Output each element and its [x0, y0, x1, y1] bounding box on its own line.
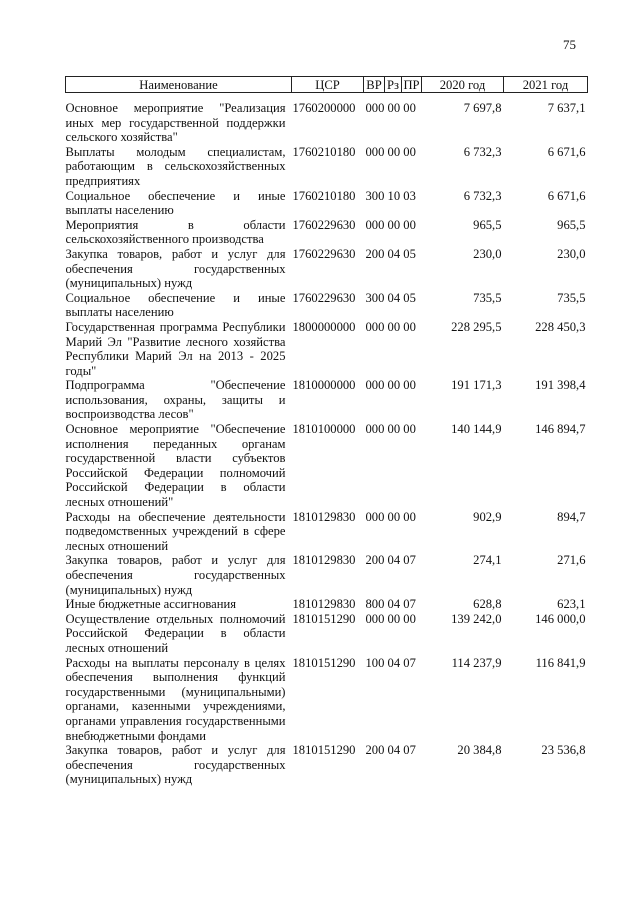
row-amount-2021: 965,5	[557, 217, 586, 232]
table-row	[66, 422, 588, 510]
row-amount-2020: 7 697,8	[463, 101, 502, 115]
row-amount-2020: 735,5	[473, 290, 502, 305]
table-row	[66, 218, 588, 247]
table-row	[66, 510, 588, 554]
row-amount-2021: 230,0	[557, 246, 586, 261]
row-csr: 1760229630	[292, 246, 356, 261]
row-amount-2021: 228 450,3	[535, 319, 586, 334]
row-codes: 000 00 00	[365, 319, 416, 334]
header-pr: ПР	[403, 77, 420, 92]
row-csr: 1760210180	[292, 188, 356, 203]
row-amount-2021: 191 398,4	[535, 378, 586, 393]
table-row	[66, 612, 588, 656]
row-name: Закупка товаров, работ и услуг для обеспечения государственных (муниципальных) нужд	[65, 743, 286, 787]
row-amount-2021: 23 536,8	[541, 743, 586, 758]
row-amount-2020: 902,9	[473, 509, 502, 524]
row-amount-2020: 230,0	[473, 246, 502, 261]
table-row	[66, 656, 588, 744]
row-name: Закупка товаров, работ и услуг для обеспечения государственных (муниципальных) нужд	[65, 246, 286, 291]
table-body	[66, 93, 588, 787]
row-amount-2021: 146 894,7	[535, 422, 586, 437]
row-csr: 1810100000	[292, 422, 356, 437]
row-name: Социальное обеспечение и иные выплаты населению	[65, 290, 286, 320]
row-amount-2021: 116 841,9	[535, 655, 586, 670]
row-amount-2021: 146 000,0	[535, 611, 586, 626]
row-amount-2020: 965,5	[473, 217, 502, 232]
row-codes: 000 00 00	[365, 422, 416, 437]
table-row	[66, 247, 588, 291]
row-csr: 1800000000	[292, 319, 356, 334]
row-name: Социальное обеспечение и иные выплаты населению	[65, 188, 286, 218]
table-row	[66, 597, 588, 612]
row-codes: 300 10 03	[365, 188, 416, 203]
row-csr: 1760210180	[292, 144, 356, 159]
row-name: Основное мероприятие "Обеспечение исполнения переданных органам государственной власти субъектов Российской Федерации полномочий Российской Федерации в области лесных отношений"	[65, 422, 286, 510]
row-amount-2020: 6 732,3	[463, 144, 502, 159]
row-amount-2020: 274,1	[473, 553, 502, 568]
row-csr: 1810151290	[292, 743, 356, 758]
row-name: Расходы на выплаты персоналу в целях обеспечения выполнения функций государственными (муниципальными) органами, казенными учреждениями, органами управления государственными внебюджетными фондами	[65, 655, 286, 743]
row-name: Основное мероприятие "Реализация иных мер государственной поддержки сельского хозяйства"	[65, 101, 286, 145]
row-csr: 1810129830	[292, 509, 356, 524]
table-row	[66, 145, 588, 189]
table-row	[66, 320, 588, 378]
row-amount-2020: 140 144,9	[451, 422, 502, 437]
table-row	[66, 743, 588, 787]
row-amount-2020: 191 171,3	[451, 378, 502, 393]
row-amount-2020: 628,8	[473, 597, 502, 612]
row-csr: 1760229630	[292, 290, 356, 305]
row-amount-2021: 623,1	[557, 597, 586, 612]
row-name: Мероприятия в области сельскохозяйственного производства	[65, 217, 286, 247]
row-amount-2021: 894,7	[557, 509, 586, 524]
row-amount-2020: 139 242,0	[451, 611, 502, 626]
table-header-row	[66, 77, 588, 93]
row-codes: 000 00 00	[365, 509, 416, 524]
row-codes: 100 04 07	[365, 655, 416, 670]
row-amount-2021: 6 671,6	[547, 144, 586, 159]
row-codes: 000 00 00	[365, 144, 416, 159]
header-vr: ВР	[364, 77, 385, 93]
row-csr: 1810000000	[292, 378, 356, 393]
row-csr: 1810129830	[292, 597, 356, 612]
row-codes: 000 00 00	[365, 217, 416, 232]
table-row	[66, 553, 588, 597]
table-row	[66, 378, 588, 422]
table-row	[66, 93, 588, 145]
page-number: 75	[563, 37, 576, 52]
row-name: Закупка товаров, работ и услуг для обеспечения государственных (муниципальных) нужд	[65, 553, 286, 597]
row-csr: 1810129830	[292, 553, 356, 568]
row-amount-2021: 6 671,6	[547, 188, 586, 203]
table-row	[66, 189, 588, 218]
header-2021: 2021 год	[504, 77, 588, 93]
row-amount-2021: 7 637,1	[547, 101, 586, 115]
row-codes: 000 00 00	[365, 378, 416, 393]
row-csr: 1760200000	[292, 101, 356, 115]
row-name: Иные бюджетные ассигнования	[65, 597, 237, 612]
row-codes: 000 00 00	[365, 101, 416, 115]
row-codes: 800 04 07	[365, 597, 416, 612]
row-codes: 200 04 07	[365, 743, 416, 758]
row-amount-2020: 228 295,5	[451, 319, 502, 334]
row-name: Выплаты молодым специалистам, работающим в сельскохозяйственных предприятиях	[65, 144, 286, 188]
header-rz: Рз	[385, 77, 402, 93]
row-name: Подпрограмма "Обеспечение использования, охраны, защиты и воспроизводства лесов"	[65, 378, 286, 422]
row-csr: 1760229630	[292, 217, 356, 232]
row-csr: 1810151290	[292, 611, 356, 626]
row-codes: 200 04 07	[365, 553, 416, 568]
table-row	[66, 291, 588, 320]
row-amount-2020: 114 237,9	[451, 655, 502, 670]
header-csr: ЦСР	[292, 77, 364, 93]
row-amount-2020: 6 732,3	[463, 188, 502, 203]
row-name: Расходы на обеспечение деятельности подведомственных учреждений в сфере лесных отношений	[65, 509, 286, 553]
row-csr: 1810151290	[292, 655, 356, 670]
row-amount-2021: 271,6	[557, 553, 586, 568]
row-name: Государственная программа Республики Марий Эл "Развитие лесного хозяйства Республики Марий Эл на 2013 - 2025 годы"	[65, 319, 286, 378]
budget-table	[65, 76, 588, 787]
row-amount-2021: 735,5	[557, 290, 586, 305]
row-codes: 000 00 00	[365, 611, 416, 626]
row-codes: 200 04 05	[365, 246, 416, 261]
row-codes: 300 04 05	[365, 290, 416, 305]
header-name: Наименование	[66, 77, 292, 93]
row-amount-2020: 20 384,8	[457, 743, 502, 758]
header-2020: 2020 год	[422, 77, 504, 93]
row-name: Осуществление отдельных полномочий Российской Федерации в области лесных отношений	[65, 611, 286, 655]
